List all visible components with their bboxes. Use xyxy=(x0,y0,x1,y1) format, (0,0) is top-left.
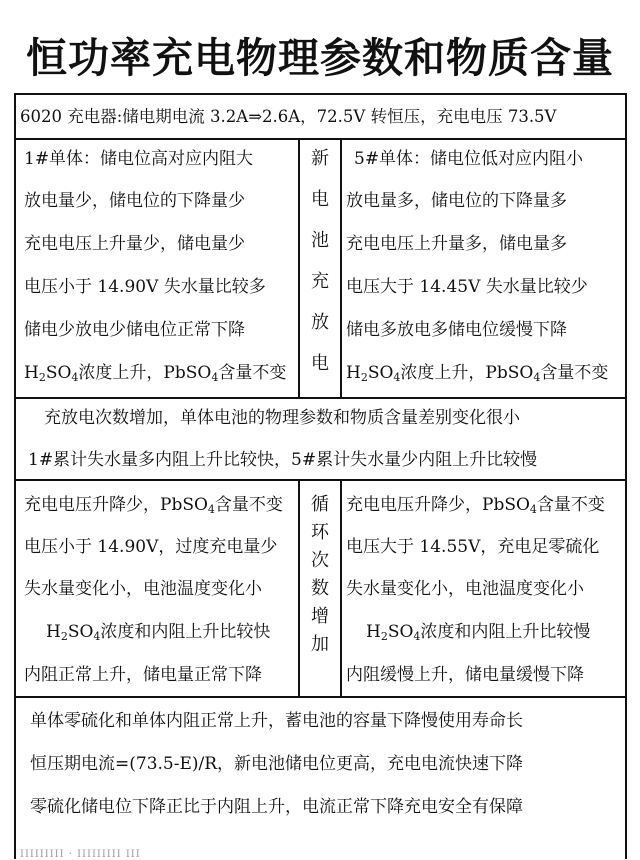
section1-bottom-border xyxy=(14,397,627,399)
charger-spec-line: 6020 充电器:储电期电流 3.2A⇒2.6A，72.5V 转恒压，充电电压 73.5V xyxy=(20,107,557,126)
new-battery-charge-discharge-label: 新 电 池 充 放 电 xyxy=(311,148,329,374)
cycle-left-line-1: 充电电压升降少，PbSO$_4$含量不变 xyxy=(24,495,283,516)
cycle-right-line-4: $H_2SO_4$浓度和内阻上升比较慢 xyxy=(366,622,591,643)
cell5-line-5: 储电多放电多储电位缓慢下降 xyxy=(346,320,567,340)
cell5-line-4: 电压大于 14.45V 失水量比较少 xyxy=(346,277,588,297)
cell1-line-6: $H_2SO_4$浓度上升，PbSO$_4$含量不变 xyxy=(24,363,287,384)
cell1-line-4: 电压小于 14.90V 失水量比较多 xyxy=(24,277,266,297)
page-title: 恒功率充电物理参数和物质含量 xyxy=(26,34,614,82)
cycle-right-line-5: 内阻缓慢上升，储电量缓慢下降 xyxy=(346,665,584,685)
cycle-summary-line-2: 1#累计失水量多内阻上升比较快，5#累计失水量少内阻上升比较慢 xyxy=(28,450,538,470)
middle-row-bottom-border xyxy=(14,479,627,481)
cell5-line-2: 放电量多，储电位的下降量多 xyxy=(346,191,567,211)
cycle-count-increase-label: 循 环 次 数 增 加 xyxy=(311,494,329,655)
cell5-line-3: 充电电压上升量多，储电量多 xyxy=(346,234,567,254)
cycle-right-line-1: 充电电压升降少，PbSO$_4$含量不变 xyxy=(346,495,605,516)
section2-bottom-border xyxy=(14,696,627,698)
cycle-left-line-5: 内阻正常上升，储电量正常下降 xyxy=(24,665,262,685)
cycle-left-line-4: $H_2SO_4$浓度和内阻上升比较快 xyxy=(46,622,271,643)
cycle-left-line-2: 电压小于 14.90V，过度充电量少 xyxy=(24,537,278,557)
cell1-line-2: 放电量少，储电位的下降量少 xyxy=(24,191,245,211)
conclusion-line-1: 单体零硫化和单体内阻正常上升，蓄电池的容量下降慢使用寿命长 xyxy=(30,711,523,731)
cell1-line-1: 1#单体：储电位高对应内阻大 xyxy=(24,149,254,169)
section2-divider-right xyxy=(340,480,342,698)
cycle-left-line-3: 失水量变化小，电池温度变化小 xyxy=(24,579,262,599)
cell5-line-1: 5#单体：储电位低对应内阻小 xyxy=(354,149,584,169)
cycle-summary-line-1: 充放电次数增加，单体电池的物理参数和物质含量差别变化很小 xyxy=(44,408,520,428)
cell1-line-5: 储电少放电少储电位正常下降 xyxy=(24,320,245,340)
cell5-line-6: $H_2SO_4$浓度上升，PbSO$_4$含量不变 xyxy=(346,363,609,384)
watermark: IIIIIIIII · IIIIIIIII III xyxy=(20,849,141,860)
conclusion-line-2: 恒压期电流=(73.5-E)/R，新电池储电位更高，充电电流快速下降 xyxy=(30,754,524,774)
conclusion-line-3: 零硫化储电位下降正比于内阻上升，电流正常下降充电安全有保障 xyxy=(30,797,523,817)
cycle-right-line-3: 失水量变化小，电池温度变化小 xyxy=(346,579,584,599)
section1-divider-right xyxy=(340,139,342,399)
cycle-right-line-2: 电压大于 14.55V，充电足零硫化 xyxy=(346,537,600,557)
cell1-line-3: 充电电压上升量少，储电量少 xyxy=(24,234,245,254)
